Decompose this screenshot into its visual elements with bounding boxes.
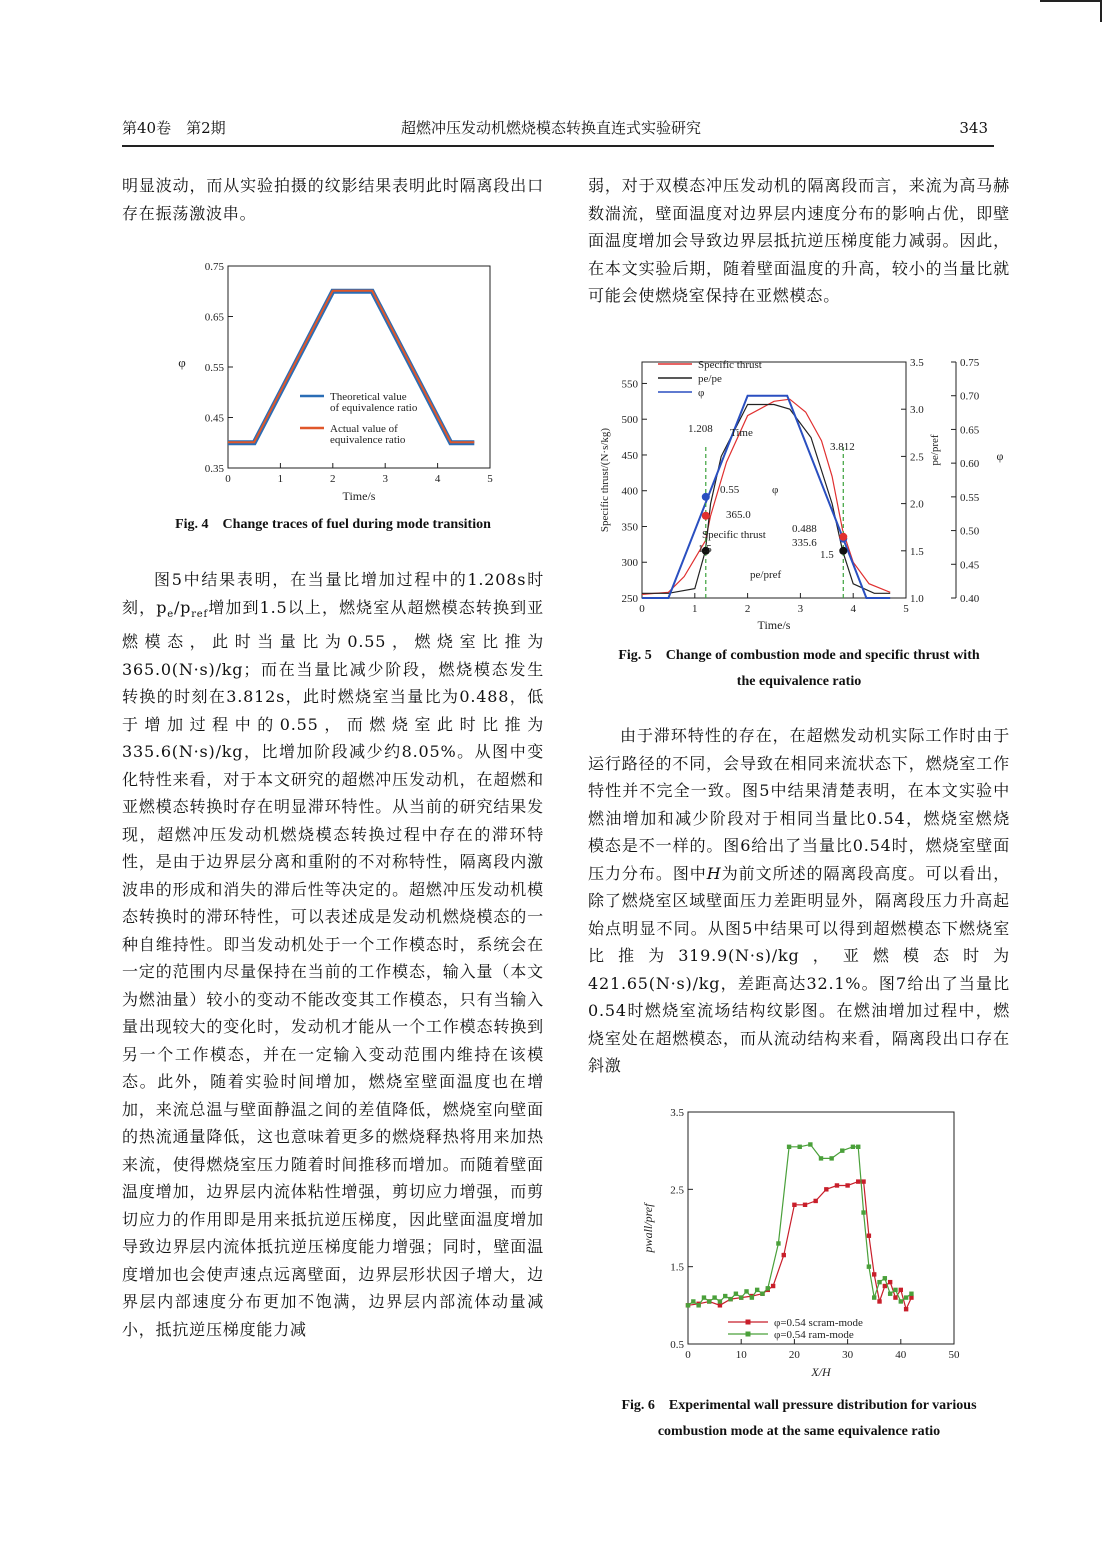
annotation: Specific thrust	[702, 529, 766, 541]
annotation: pe/pref	[750, 569, 782, 581]
y-tick-label: 1.0	[910, 593, 924, 605]
paragraph: 弱，对于双模态冲压发动机的隔离段而言，来流为高马赫数湍流，壁面温度对边界层内速度分布的影响占优，即壁面温度增加会导致边界层抵抗逆压梯度能力减弱。因此，在本文实验后期，随着壁面温度的升高，较小的当量比就可能会使燃烧室保持在亚燃模态。	[588, 176, 1010, 305]
marker-pe	[839, 547, 847, 555]
x-tick-label: 0	[685, 1349, 691, 1361]
data-point	[771, 1284, 775, 1288]
data-point	[883, 1276, 887, 1280]
data-point	[744, 1289, 748, 1293]
data-point	[686, 1303, 690, 1307]
data-point	[909, 1295, 913, 1299]
x-tick-label: 50	[948, 1349, 960, 1361]
y-tick-label: 2.5	[910, 451, 924, 464]
data-point	[760, 1292, 764, 1296]
left-column-top	[122, 172, 544, 227]
data-point	[867, 1264, 871, 1268]
subscript: e	[167, 608, 174, 620]
data-point	[840, 1148, 844, 1152]
y-tick-label: 400	[621, 485, 638, 498]
x-axis-label: X/H	[811, 1365, 831, 1379]
y-tick-label: 0.55	[960, 491, 980, 504]
data-point	[718, 1299, 722, 1303]
data-point	[845, 1183, 849, 1187]
y-axis-label: pwall/pref	[641, 1203, 655, 1253]
data-point	[819, 1156, 823, 1160]
data-point	[750, 1295, 754, 1299]
y-tick-label: 3.5	[910, 357, 924, 369]
annotation: 1.5	[698, 543, 712, 555]
data-point	[739, 1295, 743, 1299]
legend-marker	[746, 1320, 751, 1325]
data-point	[813, 1199, 817, 1203]
figure-6-chart	[636, 1104, 976, 1394]
y-axis-label-right2: φ	[996, 449, 1004, 463]
legend-label: Actual value of	[330, 423, 398, 435]
y-tick-label: 0.60	[960, 458, 980, 471]
y-axis-label: φ	[178, 355, 186, 370]
x-tick-label: 1	[692, 603, 698, 615]
data-point	[803, 1203, 807, 1207]
legend-label: equivalence ratio	[330, 434, 406, 446]
x-tick-label: 2	[330, 473, 336, 485]
text-run: 为前文所述的隔离段高度。可以看出，除了燃烧室区域壁面压力差距明显外，隔离段压力升高起始点明显不同。从图5中结果可以得到超燃模态下燃烧室比推为319.9(N·s)/kg，亚燃模态时为421.65(N·s)/kg，差距高达32.1%。图7给出了当量比0.54时燃烧室流场结构纹影图。在燃油增加过程中，燃烧室处在超燃模态，而从流动结构来看，隔离段出口存在斜激	[588, 863, 1010, 1075]
header-rule	[122, 145, 994, 147]
data-point	[851, 1145, 855, 1149]
figure-5-chart	[592, 352, 1012, 642]
data-point	[893, 1288, 897, 1292]
legend-label: φ=0.54 scram-mode	[774, 1317, 863, 1329]
marker-thrust	[702, 512, 710, 520]
x-tick-label: 30	[842, 1349, 854, 1361]
paragraph	[588, 722, 1010, 1080]
data-point	[824, 1187, 828, 1191]
legend-label: of equivalence ratio	[330, 402, 418, 414]
text-run: 图5中结果表明，在当量比增加过程中的1.208s时刻，p	[122, 570, 544, 617]
left-column-body	[122, 566, 544, 1343]
legend-marker	[746, 1332, 751, 1337]
series-line	[688, 1182, 911, 1310]
data-point	[718, 1303, 722, 1307]
y-axis-label-left: Specific thrust/(N·s/kg)	[599, 427, 611, 533]
data-point	[888, 1292, 892, 1296]
data-point	[755, 1288, 759, 1292]
plot-frame	[688, 1112, 954, 1344]
journal-volume-issue: 第40卷 第2期	[122, 119, 226, 137]
data-point	[861, 1210, 865, 1214]
data-point	[877, 1280, 881, 1284]
running-title: 超燃冲压发动机燃烧模态转换直连式实验研究	[400, 119, 701, 137]
figure-6-caption-line1: Fig. 6 Experimental wall pressure distribution for various	[621, 1398, 977, 1413]
y-tick-label: 0.65	[204, 311, 224, 324]
y-tick-label: 350	[621, 521, 638, 534]
x-tick-label: 0	[225, 473, 231, 485]
x-tick-label: 2	[744, 603, 751, 615]
x-tick-label: 5	[903, 603, 909, 615]
marker-phi	[702, 493, 710, 501]
y-tick-label: 550	[621, 378, 638, 391]
data-point	[888, 1280, 892, 1284]
legend-label: φ	[698, 387, 705, 399]
marker-thrust	[839, 533, 847, 541]
data-point	[829, 1156, 833, 1160]
data-point	[856, 1179, 860, 1183]
y-tick-label: 2.5	[670, 1184, 684, 1197]
y-tick-label: 0.75	[204, 261, 224, 273]
annotation: φ	[772, 484, 779, 496]
data-point	[808, 1142, 812, 1146]
series-line	[642, 396, 890, 598]
y-tick-label: 0.45	[204, 412, 224, 425]
y-tick-label: 0.55	[204, 362, 224, 374]
annotation: 0.488	[792, 523, 817, 535]
x-tick-label: 0	[639, 603, 645, 615]
y-tick-label: 0.70	[960, 390, 980, 403]
x-tick-label: 20	[788, 1349, 800, 1361]
legend-label: Theoretical value	[330, 391, 407, 403]
figure-4-caption: Fig. 4 Change traces of fuel during mode transition	[175, 517, 491, 532]
x-tick-label: 1	[277, 473, 284, 485]
data-point	[899, 1288, 903, 1292]
x-tick-label: 10	[735, 1349, 747, 1361]
data-point	[861, 1179, 865, 1183]
paragraph: 明显波动，而从实验拍摄的纹影结果表明此时隔离段出口存在振荡激波串。	[122, 176, 544, 223]
figure-4-plot	[178, 261, 493, 503]
x-tick-label: 3	[797, 603, 804, 615]
legend-label: φ=0.54 ram-mode	[774, 1329, 854, 1341]
legend-label: pe/pe	[698, 373, 722, 385]
x-axis-label: Time/s	[757, 618, 791, 632]
data-point	[728, 1297, 732, 1301]
figure-5-caption-line2: the equivalence ratio	[736, 674, 862, 689]
y-tick-label: 450	[621, 449, 638, 462]
variable-h: H	[706, 863, 722, 883]
data-point	[691, 1299, 695, 1303]
annotation: 1.5	[820, 549, 834, 561]
y-tick-label: 0.75	[960, 357, 980, 369]
data-point	[877, 1299, 881, 1303]
y-tick-label: 0.5	[670, 1339, 684, 1351]
figure-4-chart	[160, 256, 520, 506]
subscript: ref	[191, 608, 209, 620]
y-tick-label: 0.65	[960, 424, 980, 437]
x-tick-label: 40	[895, 1349, 907, 1361]
data-point	[734, 1292, 738, 1296]
data-point	[782, 1253, 786, 1257]
y-tick-label: 300	[621, 557, 638, 570]
text-run: 由于滞环特性的存在，在超燃发动机实际工作时由于运行路径的不同，会导致在相同来流状态下，燃烧室工作特性并不完全一致。图5中结果清楚表明，在本文实验中燃油增加和减少阶段对于相同当量比0.54，燃烧室燃烧模态是不一样的。图6给出了当量比0.54时，燃烧室壁面压力分布。图中	[588, 726, 1010, 883]
y-tick-label: 500	[621, 414, 638, 427]
figure-6-caption-line2: combustion mode at the same equivalence ratio	[657, 1424, 941, 1439]
crop-mark-horizontal	[1040, 0, 1102, 2]
data-point	[835, 1183, 839, 1187]
data-point	[904, 1295, 908, 1299]
annotation: Time	[730, 427, 753, 439]
right-column-body	[588, 722, 1010, 1080]
y-tick-label: 3.5	[670, 1107, 684, 1119]
text-run: /p	[173, 597, 192, 617]
figure-5-caption-line1: Fig. 5 Change of combustion mode and specific thrust with	[618, 648, 980, 663]
y-tick-label: 3.0	[910, 404, 924, 417]
page-number: 343	[959, 119, 988, 137]
y-tick-label: 1.5	[670, 1261, 684, 1274]
annotation: 365.0	[726, 509, 751, 521]
data-point	[712, 1295, 716, 1299]
data-point	[707, 1299, 711, 1303]
data-point	[904, 1307, 908, 1311]
data-point	[702, 1295, 706, 1299]
data-point	[798, 1145, 802, 1149]
y-tick-label: 250	[621, 593, 638, 605]
right-column-top	[588, 172, 1010, 310]
data-point	[723, 1294, 727, 1298]
data-point	[872, 1272, 876, 1276]
data-point	[909, 1292, 913, 1296]
y-tick-label: 0.45	[960, 559, 980, 572]
x-axis-label: Time/s	[342, 489, 376, 503]
x-tick-label: 3	[382, 473, 388, 485]
data-point	[893, 1295, 897, 1299]
y-axis-label-right1: pe/pref	[929, 434, 941, 466]
data-point	[867, 1234, 871, 1238]
y-tick-label: 0.50	[960, 525, 980, 538]
x-tick-label: 4	[850, 603, 856, 615]
x-tick-label: 4	[434, 473, 441, 485]
data-point	[872, 1295, 876, 1299]
text-run: 增加到1.5以上，燃烧室从超燃模态转换到亚燃模态，此时当量比为0.55，燃烧室比推为365.0(N·s)/kg；而在当量比减少阶段，燃烧模态发生转换的时刻在3.812s，此时燃烧室当量比为0.488，低于增加过程中的0.55，而燃烧室此时比推为335.6(N·s)/kg，比增加阶段减少约8.05%。从图中变化特性来看，对于本文研究的超燃冲压发动机，在超燃和亚燃模态转换时存在明显滞环特性。从当前的研究结果发现，超燃冲压发动机燃烧模态转换过程中存在的滞环特性，是由于边界层分离和重附的不对称特性，隔离段内激波串的形成和消失的滞后性等决定的。超燃冲压发动机模态转换时的滞环特性，可以表述成是发动机燃烧模态的一种自维持性。即当发动机处于一个工作模态时，系统会在一定的范围内尽量保持在当前的工作模态，输入量（本文为燃油量）较小的变动不能改变其工作模态，只有当输入量出现较大的变化时，发动机才能从一个工作模态转换到另一个工作模态，并在一定输入变动范围内维持在该模态。此外，随着实验时间增加，燃烧室壁面温度也在增加，来流总温与壁面静温之间的差值降低，燃烧室向壁面的热流通量降低，这也意味着更多的燃烧释热将用来加热来流，使得燃烧室压力随着时间推移而增加。而随着壁面温度增加，边界层内流体粘性增强，剪切应力增强，而剪切应力的作用即是用来抵抗逆压梯度，因此壁面温度增加导致边界层内流体抵抗逆压梯度能力增强；同时，壁面温度增加也会使声速点远离壁面，边界层形状因子增大，边界层内部速度分布更加不饱满，边界层内部流体动量减小，抵抗逆压梯度能力减	[122, 597, 544, 1339]
data-point	[766, 1286, 770, 1290]
figure-6-plot	[641, 1107, 960, 1379]
y-tick-label: 1.5	[910, 545, 924, 558]
data-point	[899, 1299, 903, 1303]
data-point	[696, 1303, 700, 1307]
y-tick-label: 0.35	[204, 463, 224, 475]
figure-5-plot	[599, 357, 1004, 632]
legend-label: Specific thrust	[698, 359, 762, 371]
data-point	[792, 1203, 796, 1207]
data-point	[856, 1145, 860, 1149]
data-point	[787, 1145, 791, 1149]
data-point	[776, 1241, 780, 1245]
x-tick-label: 5	[487, 473, 493, 485]
y-tick-label: 2.0	[910, 498, 924, 511]
annotation: 3.812	[830, 441, 855, 453]
y-tick-label: 0.40	[960, 593, 980, 605]
annotation: 335.6	[792, 537, 817, 549]
annotation: 0.55	[720, 484, 740, 496]
annotation: 1.208	[688, 423, 713, 435]
paragraph	[122, 566, 544, 1343]
